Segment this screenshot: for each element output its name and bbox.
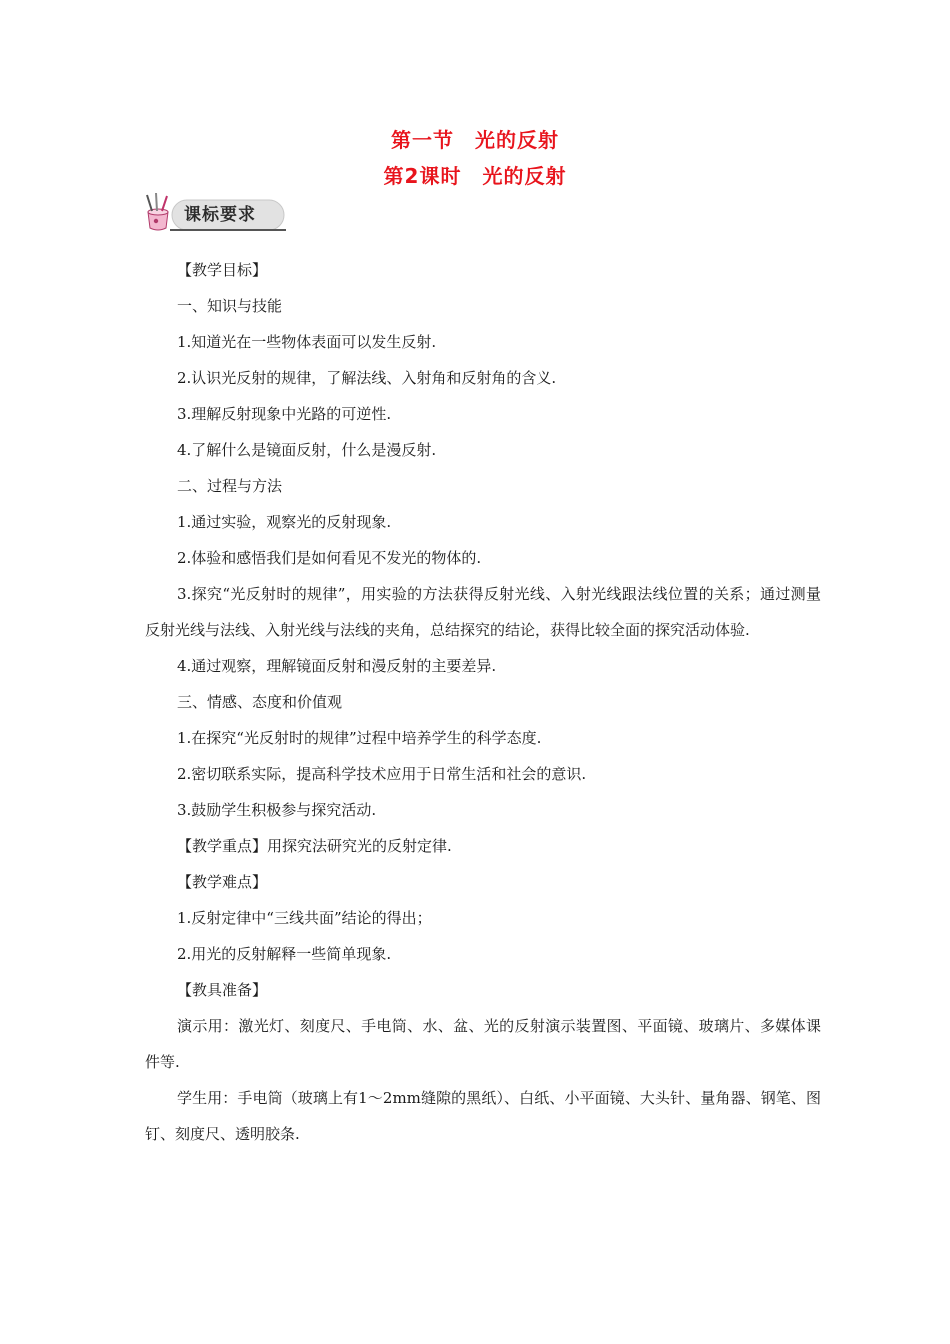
- list-item: 3.理解反射现象中光路的可逆性.: [177, 405, 392, 423]
- list-item: 3.探究“光反射时的规律”，用实验的方法获得反射光线、入射光线跟法线位置的关系；通过测量反射光线与法线、入射光线与法线的夹角，总结探究的结论，获得比较全面的探究活动体验.: [145, 585, 821, 639]
- materials-heading: 【教具准备】: [177, 981, 268, 999]
- list-item: 1.知道光在一些物体表面可以发生反射.: [177, 333, 437, 351]
- key-point: 【教学重点】用探究法研究光的反射定律.: [177, 837, 452, 855]
- list-item: 1.在探究“光反射时的规律”过程中培养学生的科学态度.: [177, 729, 542, 747]
- list-item: 2.密切联系实际，提高科学技术应用于日常生活和社会的意识.: [177, 765, 587, 783]
- list-item: 1.通过实验，观察光的反射现象.: [177, 513, 392, 531]
- list-item: 4.了解什么是镜面反射，什么是漫反射.: [177, 441, 437, 459]
- badge-label: 课标要求: [184, 205, 256, 225]
- section-heading: 三、情感、态度和价值观: [177, 693, 343, 711]
- list-item: 2.体验和感悟我们是如何看见不发光的物体的.: [177, 549, 482, 567]
- lesson-title: 第2课时 光的反射: [383, 164, 567, 188]
- section-title: 第一节 光的反射: [391, 128, 559, 152]
- materials-student: 学生用：手电筒（玻璃上有1～2mm缝隙的黑纸）、白纸、小平面镜、大头针、量角器、钢笔、图钉、刻度尺、透明胶条.: [145, 1089, 821, 1143]
- list-item: 4.通过观察，理解镜面反射和漫反射的主要差异.: [177, 657, 497, 675]
- section-heading: 二、过程与方法: [177, 477, 283, 495]
- difficulty-heading: 【教学难点】: [177, 873, 268, 891]
- list-item: 2.用光的反射解释一些简单现象.: [177, 945, 392, 963]
- materials-demo: 演示用：激光灯、刻度尺、手电筒、水、盆、光的反射演示装置图、平面镜、玻璃片、多媒体课件等.: [145, 1017, 821, 1071]
- goal-heading: 【教学目标】: [177, 261, 268, 279]
- curriculum-badge: [142, 192, 287, 234]
- list-item: 1.反射定律中“三线共面”结论的得出；: [177, 909, 432, 927]
- lesson-content: [145, 252, 821, 1152]
- list-item: 3.鼓励学生积极参与探究活动.: [177, 801, 377, 819]
- section-heading: 一、知识与技能: [177, 297, 283, 315]
- list-item: 2.认识光反射的规律，了解法线、入射角和反射角的含义.: [177, 369, 557, 387]
